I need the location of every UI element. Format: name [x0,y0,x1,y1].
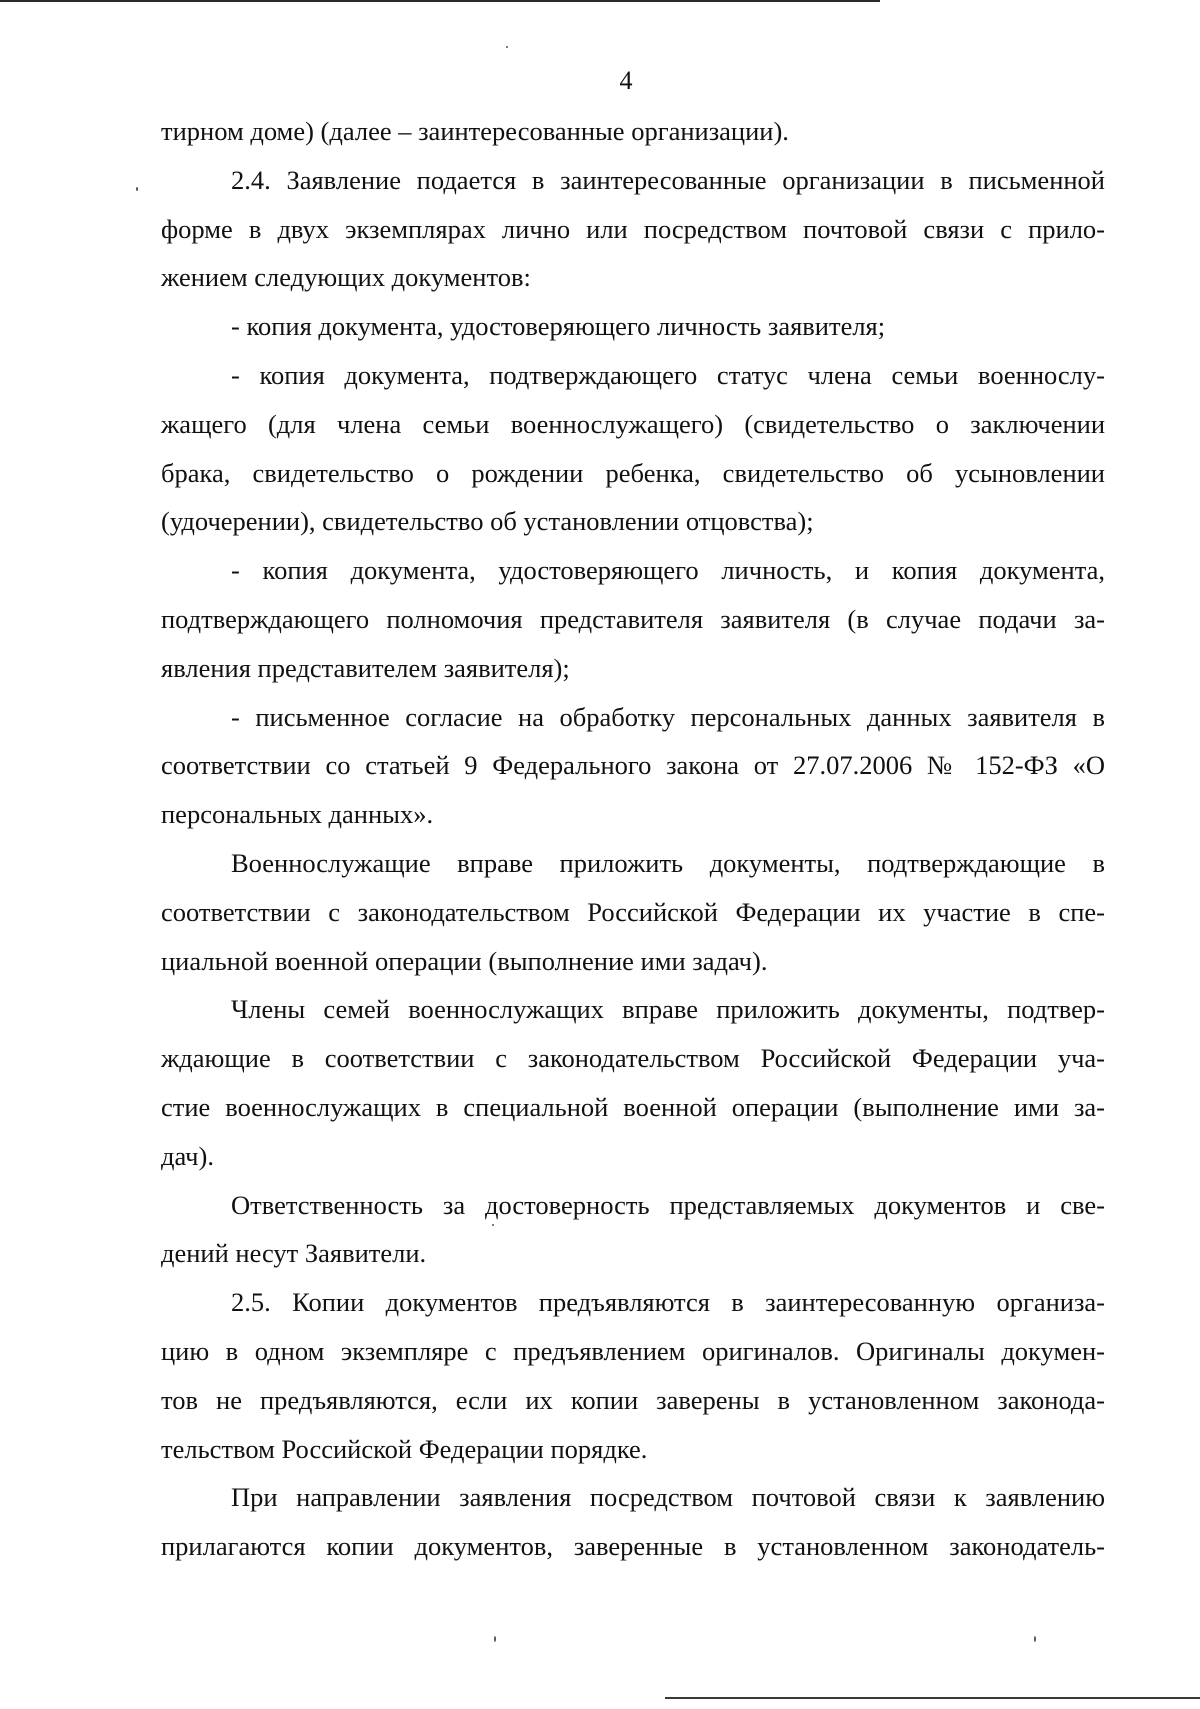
text-line: явления представителем заявителя); [161,652,570,683]
text-line: (удочерении), свидетельство об установлении отцовства); [161,506,814,537]
text-line: прилагаются копии документов, заверенные в установленном законодатель- [161,1531,1105,1562]
text-line: 2.5. Копии документов предъявляются в заинтересованную организа- [231,1287,1105,1318]
text-line: форме в двух экземплярах лично или посредством почтовой связи с прило- [161,213,1105,244]
text-line: 2.4. Заявление подается в заинтересованные организации в письменной [231,164,1105,195]
scan-speck [1034,1636,1036,1642]
text-line: Члены семей военнослужащих вправе приложить документы, подтвер- [231,994,1105,1025]
text-line: брака, свидетельство о рождении ребенка, свидетельство об усыновлении [161,457,1105,488]
document-body [161,107,1105,1571]
scan-speck [506,46,508,48]
scan-edge-bottom [665,1697,1200,1699]
text-line: тирном доме) (далее – заинтересованные организации). [161,116,789,146]
text-line: подтверждающего полномочия представителя заявителя (в случае подачи за- [161,603,1105,634]
text-line: стие военнослужащих в специальной военной операции (выполнение ими за- [161,1091,1105,1122]
text-line: тельством Российской Федерации порядке. [161,1433,648,1464]
text-line: цию в одном экземпляре с предъявлением оригиналов. Оригиналы докумен- [161,1335,1105,1366]
text-line: Ответственность за достоверность представляемых документов и све- [231,1189,1105,1220]
text-line: соответствии со статьей 9 Федерального закона от 27.07.2006 № 152-ФЗ «О [161,750,1105,781]
scan-speck [494,1636,496,1642]
page-number: 4 [619,66,633,95]
text-line: При направлении заявления посредством почтовой связи к заявлению [231,1482,1105,1513]
text-line: дений несут Заявители. [161,1238,427,1269]
text-line: Военнослужащие вправе приложить документы, подтверждающие в [231,847,1105,878]
text-line: дач). [161,1140,214,1171]
text-line: - копия документа, удостоверяющего личность, и копия документа, [231,555,1105,586]
text-line: персональных данных». [161,799,434,830]
text-line: - письменное согласие на обработку персональных данных заявителя в [231,701,1105,732]
text-line: тов не предъявляются, если их копии заверены в установленном законода- [161,1384,1105,1415]
text-line: жащего (для члена семьи военнослужащего) (свидетельство о заключении [161,408,1105,439]
text-line: - копия документа, удостоверяющего личность заявителя; [231,311,886,342]
text-line: - копия документа, подтверждающего статус члена семьи военнослу- [231,359,1105,390]
text-line: циальной военной операции (выполнение ими задач). [161,945,768,976]
text-line: соответствии с законодательством Российской Федерации их участие в спе- [161,896,1105,927]
text-line: жением следующих документов: [161,262,531,293]
scan-edge-top [0,0,880,2]
text-line: ждающие в соответствии с законодательством Российской Федерации уча- [161,1043,1105,1074]
scan-speck [136,187,138,191]
